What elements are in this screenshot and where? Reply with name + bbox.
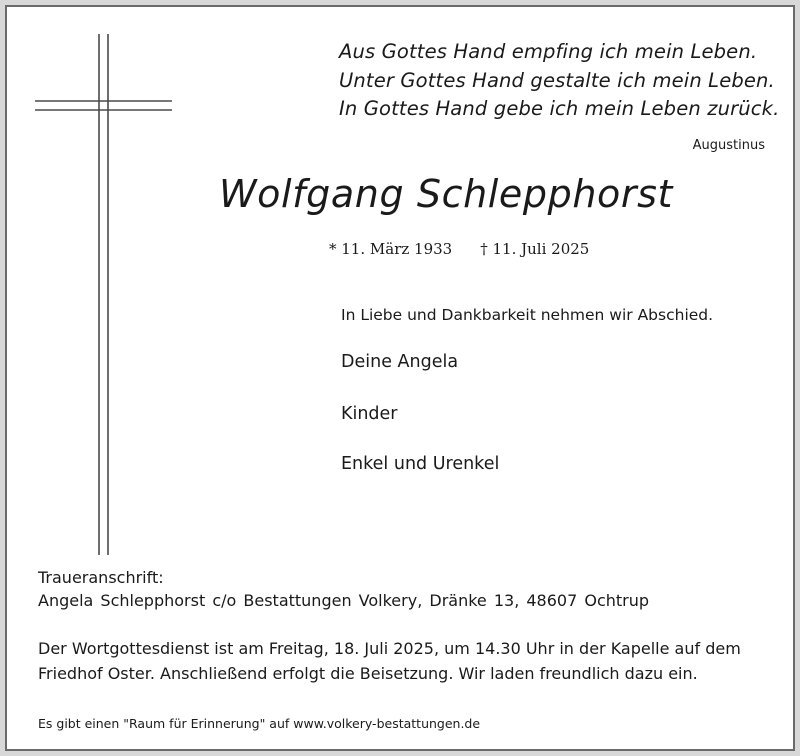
- motto-quote: [339, 38, 779, 124]
- service-line: Der Wortgottesdienst ist am Freitag, 18. Juli 2025, um 14.30 Uhr in der Kapelle auf dem: [38, 639, 741, 658]
- death-date: † 11. Juli 2025: [480, 240, 590, 258]
- cross-icon: [35, 34, 172, 555]
- deceased-name: Wolfgang Schlepphorst: [219, 172, 673, 216]
- memorial-website-note: Es gibt einen "Raum für Erinnerung" auf www.volkery-bestattungen.de: [38, 716, 481, 731]
- motto-line: Aus Gottes Hand empfing ich mein Leben.: [339, 40, 758, 63]
- obituary-notice: [5, 5, 795, 751]
- farewell-text: In Liebe und Dankbarkeit nehmen wir Abschied.: [341, 306, 714, 324]
- address-label: Traueranschrift:: [38, 568, 164, 587]
- quote-author: Augustinus: [692, 138, 765, 153]
- motto-line: Unter Gottes Hand gestalte ich mein Leben.: [339, 68, 775, 92]
- birth-date: * 11. März 1933: [329, 240, 453, 258]
- service-line: Friedhof Oster. Anschließend erfolgt die Beisetzung. Wir laden freundlich dazu ein.: [38, 663, 698, 683]
- life-dates: [329, 240, 589, 258]
- mourner-name: Deine Angela: [341, 352, 459, 372]
- mourning-address: Angela Schlepphorst c/o Bestattungen Volkery, Dränke 13, 48607 Ochtrup: [38, 591, 650, 610]
- service-details: [38, 637, 741, 686]
- motto-line: In Gottes Hand gebe ich mein Leben zurück.: [339, 97, 780, 120]
- mourner-name: Enkel und Urenkel: [341, 454, 500, 474]
- mourner-name: Kinder: [341, 404, 398, 424]
